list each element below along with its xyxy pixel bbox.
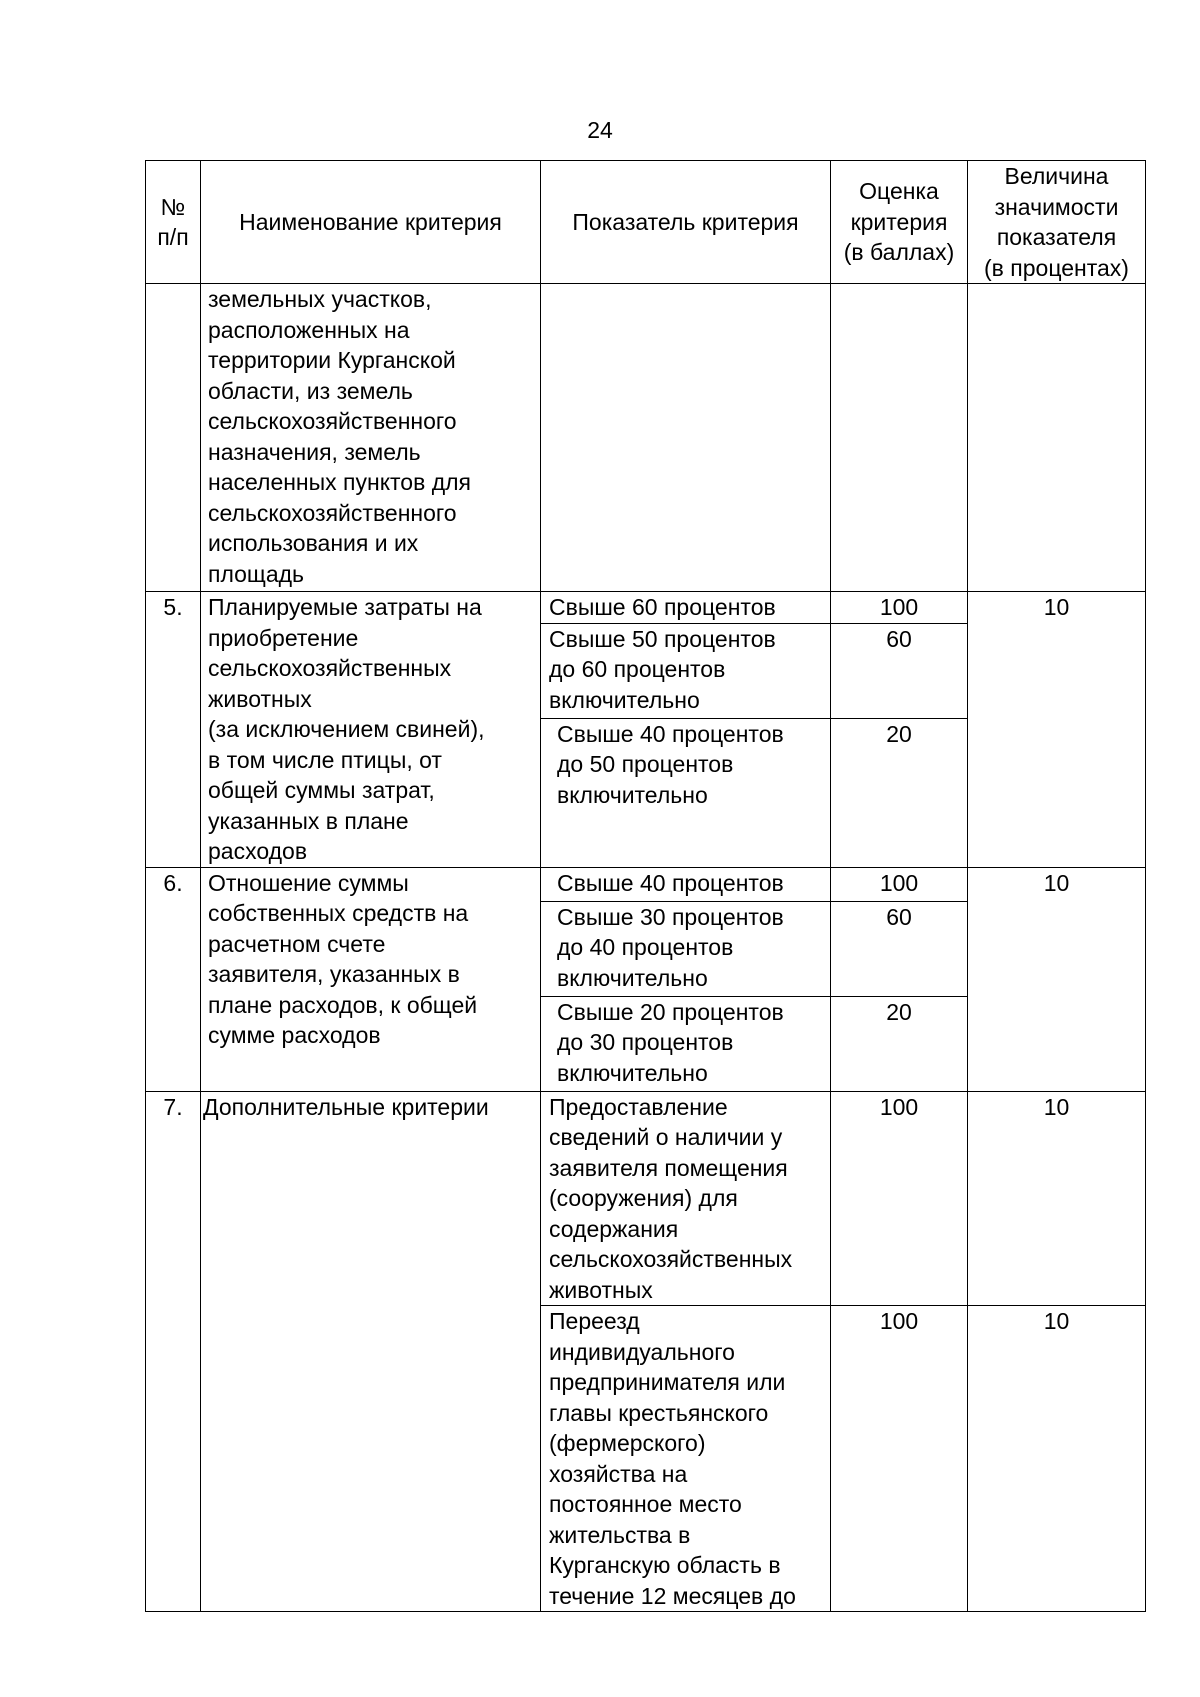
header-indicator: Показатель критерия (541, 161, 831, 284)
criteria-table (145, 160, 1146, 1612)
row6-indicator-1: Свыше 40 процентов (541, 867, 831, 901)
table-header-row (146, 161, 1146, 284)
row5-score-2: 60 (831, 623, 968, 718)
row5-indicator-2: Свыше 50 процентов до 60 процентов включительно (541, 623, 831, 718)
row6-score-2: 60 (831, 901, 968, 996)
table-row-6 (146, 867, 1146, 901)
continuation-score (831, 284, 968, 592)
row5-weight: 10 (968, 592, 1146, 868)
row5-score-1: 100 (831, 592, 968, 624)
page-number: 24 (587, 117, 613, 143)
row7-score-2: 100 (831, 1306, 968, 1612)
continuation-indicator (541, 284, 831, 592)
row5-num: 5. (146, 592, 201, 868)
table-row-continuation (146, 284, 1146, 592)
header-name: Наименование критерия (201, 161, 541, 284)
header-score: Оценка критерия (в баллах) (831, 161, 968, 284)
header-weight: Величина значимости показателя (в процентах) (968, 161, 1146, 284)
row5-indicator-3: Свыше 40 процентов до 50 процентов включительно (541, 718, 831, 867)
row5-indicator-1: Свыше 60 процентов (541, 592, 831, 624)
table-row-5 (146, 592, 1146, 624)
row7-indicator-2: Переезд индивидуального предпринимателя или главы крестьянского (фермерского) хозяйства на постоянное место жительства в Курганскую область в течение 12 месяцев до (541, 1306, 831, 1612)
continuation-num (146, 284, 201, 592)
continuation-weight (968, 284, 1146, 592)
row7-num: 7. (146, 1091, 201, 1612)
row7-indicator-1: Предоставление сведений о наличии у заявителя помещения (сооружения) для содержания сельскохозяйственных животных (541, 1091, 831, 1306)
row6-indicator-2: Свыше 30 процентов до 40 процентов включительно (541, 901, 831, 996)
row7-name: Дополнительные критерии (201, 1091, 541, 1612)
row6-name: Отношение суммы собственных средств на расчетном счете заявителя, указанных в плане расходов, к общей сумме расходов (201, 867, 541, 1091)
header-num: № п/п (146, 161, 201, 284)
row6-score-3: 20 (831, 996, 968, 1091)
row6-num: 6. (146, 867, 201, 1091)
row6-score-1: 100 (831, 867, 968, 901)
row6-indicator-3: Свыше 20 процентов до 30 процентов включительно (541, 996, 831, 1091)
continuation-name: земельных участков, расположенных на территории Курганской области, из земель сельскохозяйственного назначения, земель населенных пунктов для сельскохозяйственного использования и их площадь (201, 284, 541, 592)
table-row-7 (146, 1091, 1146, 1306)
row7-score-1: 100 (831, 1091, 968, 1306)
row5-score-3: 20 (831, 718, 968, 867)
row5-name: Планируемые затраты на приобретение сельскохозяйственных животных (за исключением свиней), в том числе птицы, от общей суммы затрат, указанных в плане расходов (201, 592, 541, 868)
row6-weight: 10 (968, 867, 1146, 1091)
row7-weight-1: 10 (968, 1091, 1146, 1306)
row7-weight-2: 10 (968, 1306, 1146, 1612)
